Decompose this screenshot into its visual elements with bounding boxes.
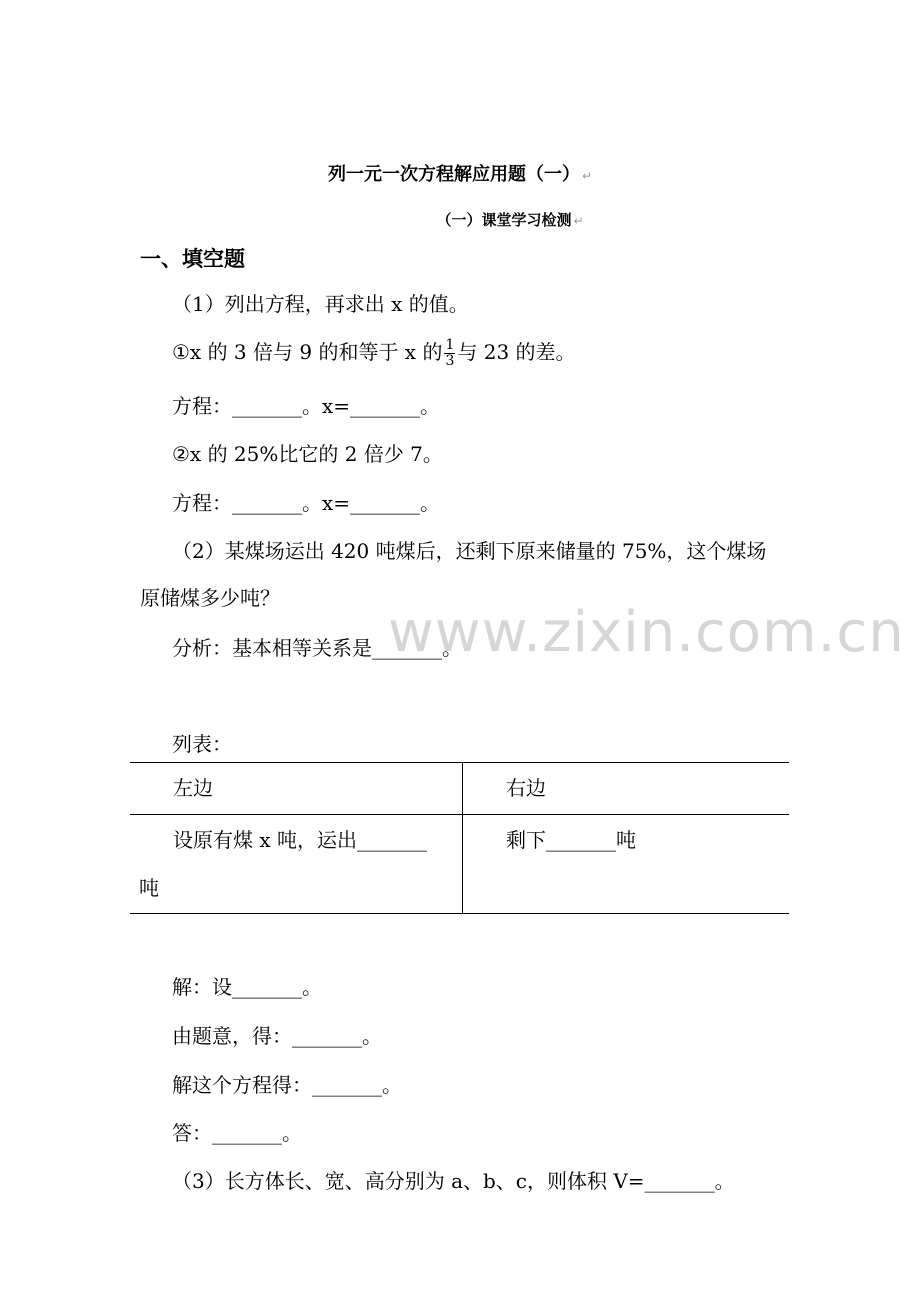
table-row (130, 815, 789, 914)
table-row (130, 763, 789, 815)
question-3: （3）长方体长、宽、高分别为 a、b、c，则体积 V=_______。 (172, 1169, 735, 1193)
question-1-intro: （1）列出方程，再求出 x 的值。 (172, 292, 469, 316)
paragraph-mark-icon: ↵ (581, 169, 593, 183)
solution-equation: 由题意，得：_______。 (172, 1024, 382, 1048)
table-header-right: 右边 (463, 763, 790, 815)
table-cell-right: 剩下_______吨 (463, 815, 790, 914)
question-2-analysis: 分析：基本相等关系是_______。 (172, 636, 462, 660)
table-cell-left: 设原有煤 x 吨，运出_______ 吨 (130, 815, 463, 914)
page-title: 列一元一次方程解应用题（一） ↵ (327, 164, 593, 185)
solution-set: 解：设_______。 (172, 975, 322, 999)
page-subtitle: （一）课堂学习检测 ↵ (436, 211, 584, 229)
table-label: 列表： (172, 732, 232, 756)
question-2-line1: （2）某煤场运出 420 吨煤后，还剩下原来储量的 75%，这个煤场 (172, 539, 767, 563)
question-1b: ②x 的 25%比它的 2 倍少 7。 (172, 442, 443, 466)
watermark: www.zixin.com.cn (388, 600, 905, 665)
equation-table (130, 762, 789, 914)
solution-answer: 答：_______。 (172, 1121, 302, 1145)
fraction-one-third: $\frac{1}{3}$ (445, 337, 455, 369)
question-2-line2: 原储煤多少吨？ (140, 586, 280, 610)
table-header-left: 左边 (130, 763, 463, 815)
question-1a: ①x 的 3 倍与 9 的和等于 x 的 $\frac{1}{3}$ 与 23 的差。 (172, 337, 576, 369)
section-heading: 一、填空题 (140, 247, 245, 271)
paragraph-mark-icon: ↵ (573, 214, 584, 228)
question-1b-answer: 方程：_______。x=_______。 (172, 491, 441, 515)
solution-solve: 解这个方程得：_______。 (172, 1073, 402, 1097)
question-1a-answer: 方程：_______。x=_______。 (172, 394, 441, 418)
